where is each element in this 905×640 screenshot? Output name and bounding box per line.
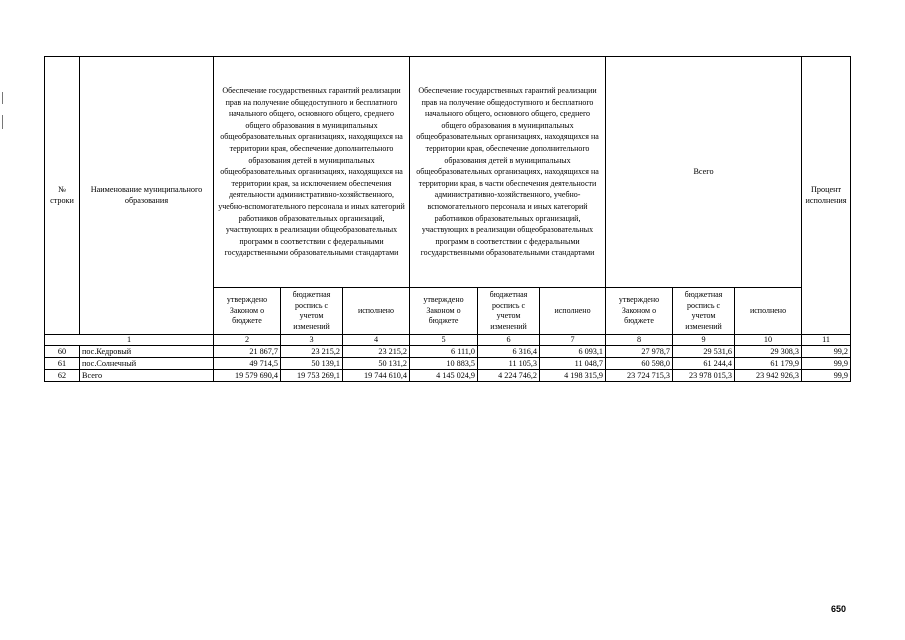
col-header-percent: Процент исполнения [802, 57, 851, 335]
scan-edge-mark [2, 115, 3, 129]
column-number: 7 [540, 335, 606, 346]
municipality-name: пос.Кедровый [80, 346, 214, 358]
cell-value: 27 978,7 [606, 346, 673, 358]
cell-value: 6 316,4 [478, 346, 540, 358]
subheader-budget: бюджетная роспись с учетом изменений [673, 288, 735, 335]
percent-value: 99,2 [802, 346, 851, 358]
cell-value: 19 753 269,1 [281, 370, 343, 382]
municipality-name: Всего [80, 370, 214, 382]
column-number: 2 [214, 335, 281, 346]
column-number: 10 [735, 335, 802, 346]
cell-value: 49 714,5 [214, 358, 281, 370]
cell-value: 4 198 315,9 [540, 370, 606, 382]
cell-value: 23 942 926,3 [735, 370, 802, 382]
cell-value: 11 048,7 [540, 358, 606, 370]
subheader-budget: бюджетная роспись с учетом изменений [478, 288, 540, 335]
col-header-total: Всего [606, 57, 802, 288]
cell-value: 4 224 746,2 [478, 370, 540, 382]
subheader-executed: исполнено [343, 288, 410, 335]
column-number-row [45, 335, 851, 346]
column-number: 4 [343, 335, 410, 346]
row-number: 62 [45, 370, 80, 382]
table-row [45, 346, 851, 358]
col-header-group2: Обеспечение государственных гарантий реализации прав на получение общедоступного и бесплатного начального общего, основного общего, среднего общего образования в муниципальных общеобразовательных организациях, находящихся на территории края, обеспечение дополнительного образования детей в муниципальных общеобразовательных организациях, находящихся на территории края, в части обеспечения деятельности административно-хозяйственного, учебно-вспомогательного персонала и иных категорий работников образовательных организаций, участвующих в реализации общеобразовательных программ в соответствии с федеральными государственными образовательными стандартами [410, 57, 606, 288]
column-number: 6 [478, 335, 540, 346]
cell-value: 19 579 690,4 [214, 370, 281, 382]
table-row-total [45, 370, 851, 382]
cell-value: 29 531,6 [673, 346, 735, 358]
cell-value: 10 883,5 [410, 358, 478, 370]
cell-value: 61 244,4 [673, 358, 735, 370]
subheader-executed: исполнено [735, 288, 802, 335]
col-header-row-no: № строки [45, 57, 80, 335]
page-number: 650 [830, 604, 846, 614]
cell-value: 19 744 610,4 [343, 370, 410, 382]
column-number: 1 [45, 335, 214, 346]
scan-edge-mark [2, 92, 3, 104]
cell-value: 21 867,7 [214, 346, 281, 358]
municipality-name: пос.Солнечный [80, 358, 214, 370]
row-number: 61 [45, 358, 80, 370]
cell-value: 23 724 715,3 [606, 370, 673, 382]
cell-value: 50 131,2 [343, 358, 410, 370]
subheader-executed: исполнено [540, 288, 606, 335]
column-number: 9 [673, 335, 735, 346]
subheader-budget: бюджетная роспись с учетом изменений [281, 288, 343, 335]
cell-value: 6 093,1 [540, 346, 606, 358]
column-number: 11 [802, 335, 851, 346]
percent-value: 99,9 [802, 358, 851, 370]
cell-value: 29 308,3 [735, 346, 802, 358]
budget-execution-table [44, 56, 851, 382]
header-row [45, 57, 851, 288]
table-row [45, 358, 851, 370]
subheader-approved: утверждено Законом о бюджете [410, 288, 478, 335]
cell-value: 4 145 024,9 [410, 370, 478, 382]
column-number: 8 [606, 335, 673, 346]
subheader-approved: утверждено Законом о бюджете [214, 288, 281, 335]
column-number: 3 [281, 335, 343, 346]
cell-value: 23 215,2 [343, 346, 410, 358]
cell-value: 61 179,9 [735, 358, 802, 370]
cell-value: 23 215,2 [281, 346, 343, 358]
cell-value: 23 978 015,3 [673, 370, 735, 382]
col-header-group1: Обеспечение государственных гарантий реализации прав на получение общедоступного и бесплатного начального общего, основного общего, среднего общего образования в муниципальных общеобразовательных организациях, находящихся на территории края, обеспечение дополнительного образования детей в муниципальных общеобразовательных организациях, находящихся на территории края, за исключением обеспечения деятельности административно-хозяйственного, учебно-вспомогательного персонала и иных категорий работников образовательных организаций, участвующих в реализации общеобразовательных программ в соответствии с федеральными государственными образовательными стандартами [214, 57, 410, 288]
cell-value: 50 139,1 [281, 358, 343, 370]
row-number: 60 [45, 346, 80, 358]
col-header-name: Наименование муниципального образования [80, 57, 214, 335]
cell-value: 6 111,0 [410, 346, 478, 358]
subheader-approved: утверждено Законом о бюджете [606, 288, 673, 335]
cell-value: 60 598,0 [606, 358, 673, 370]
percent-value: 99,9 [802, 370, 851, 382]
column-number: 5 [410, 335, 478, 346]
cell-value: 11 105,3 [478, 358, 540, 370]
